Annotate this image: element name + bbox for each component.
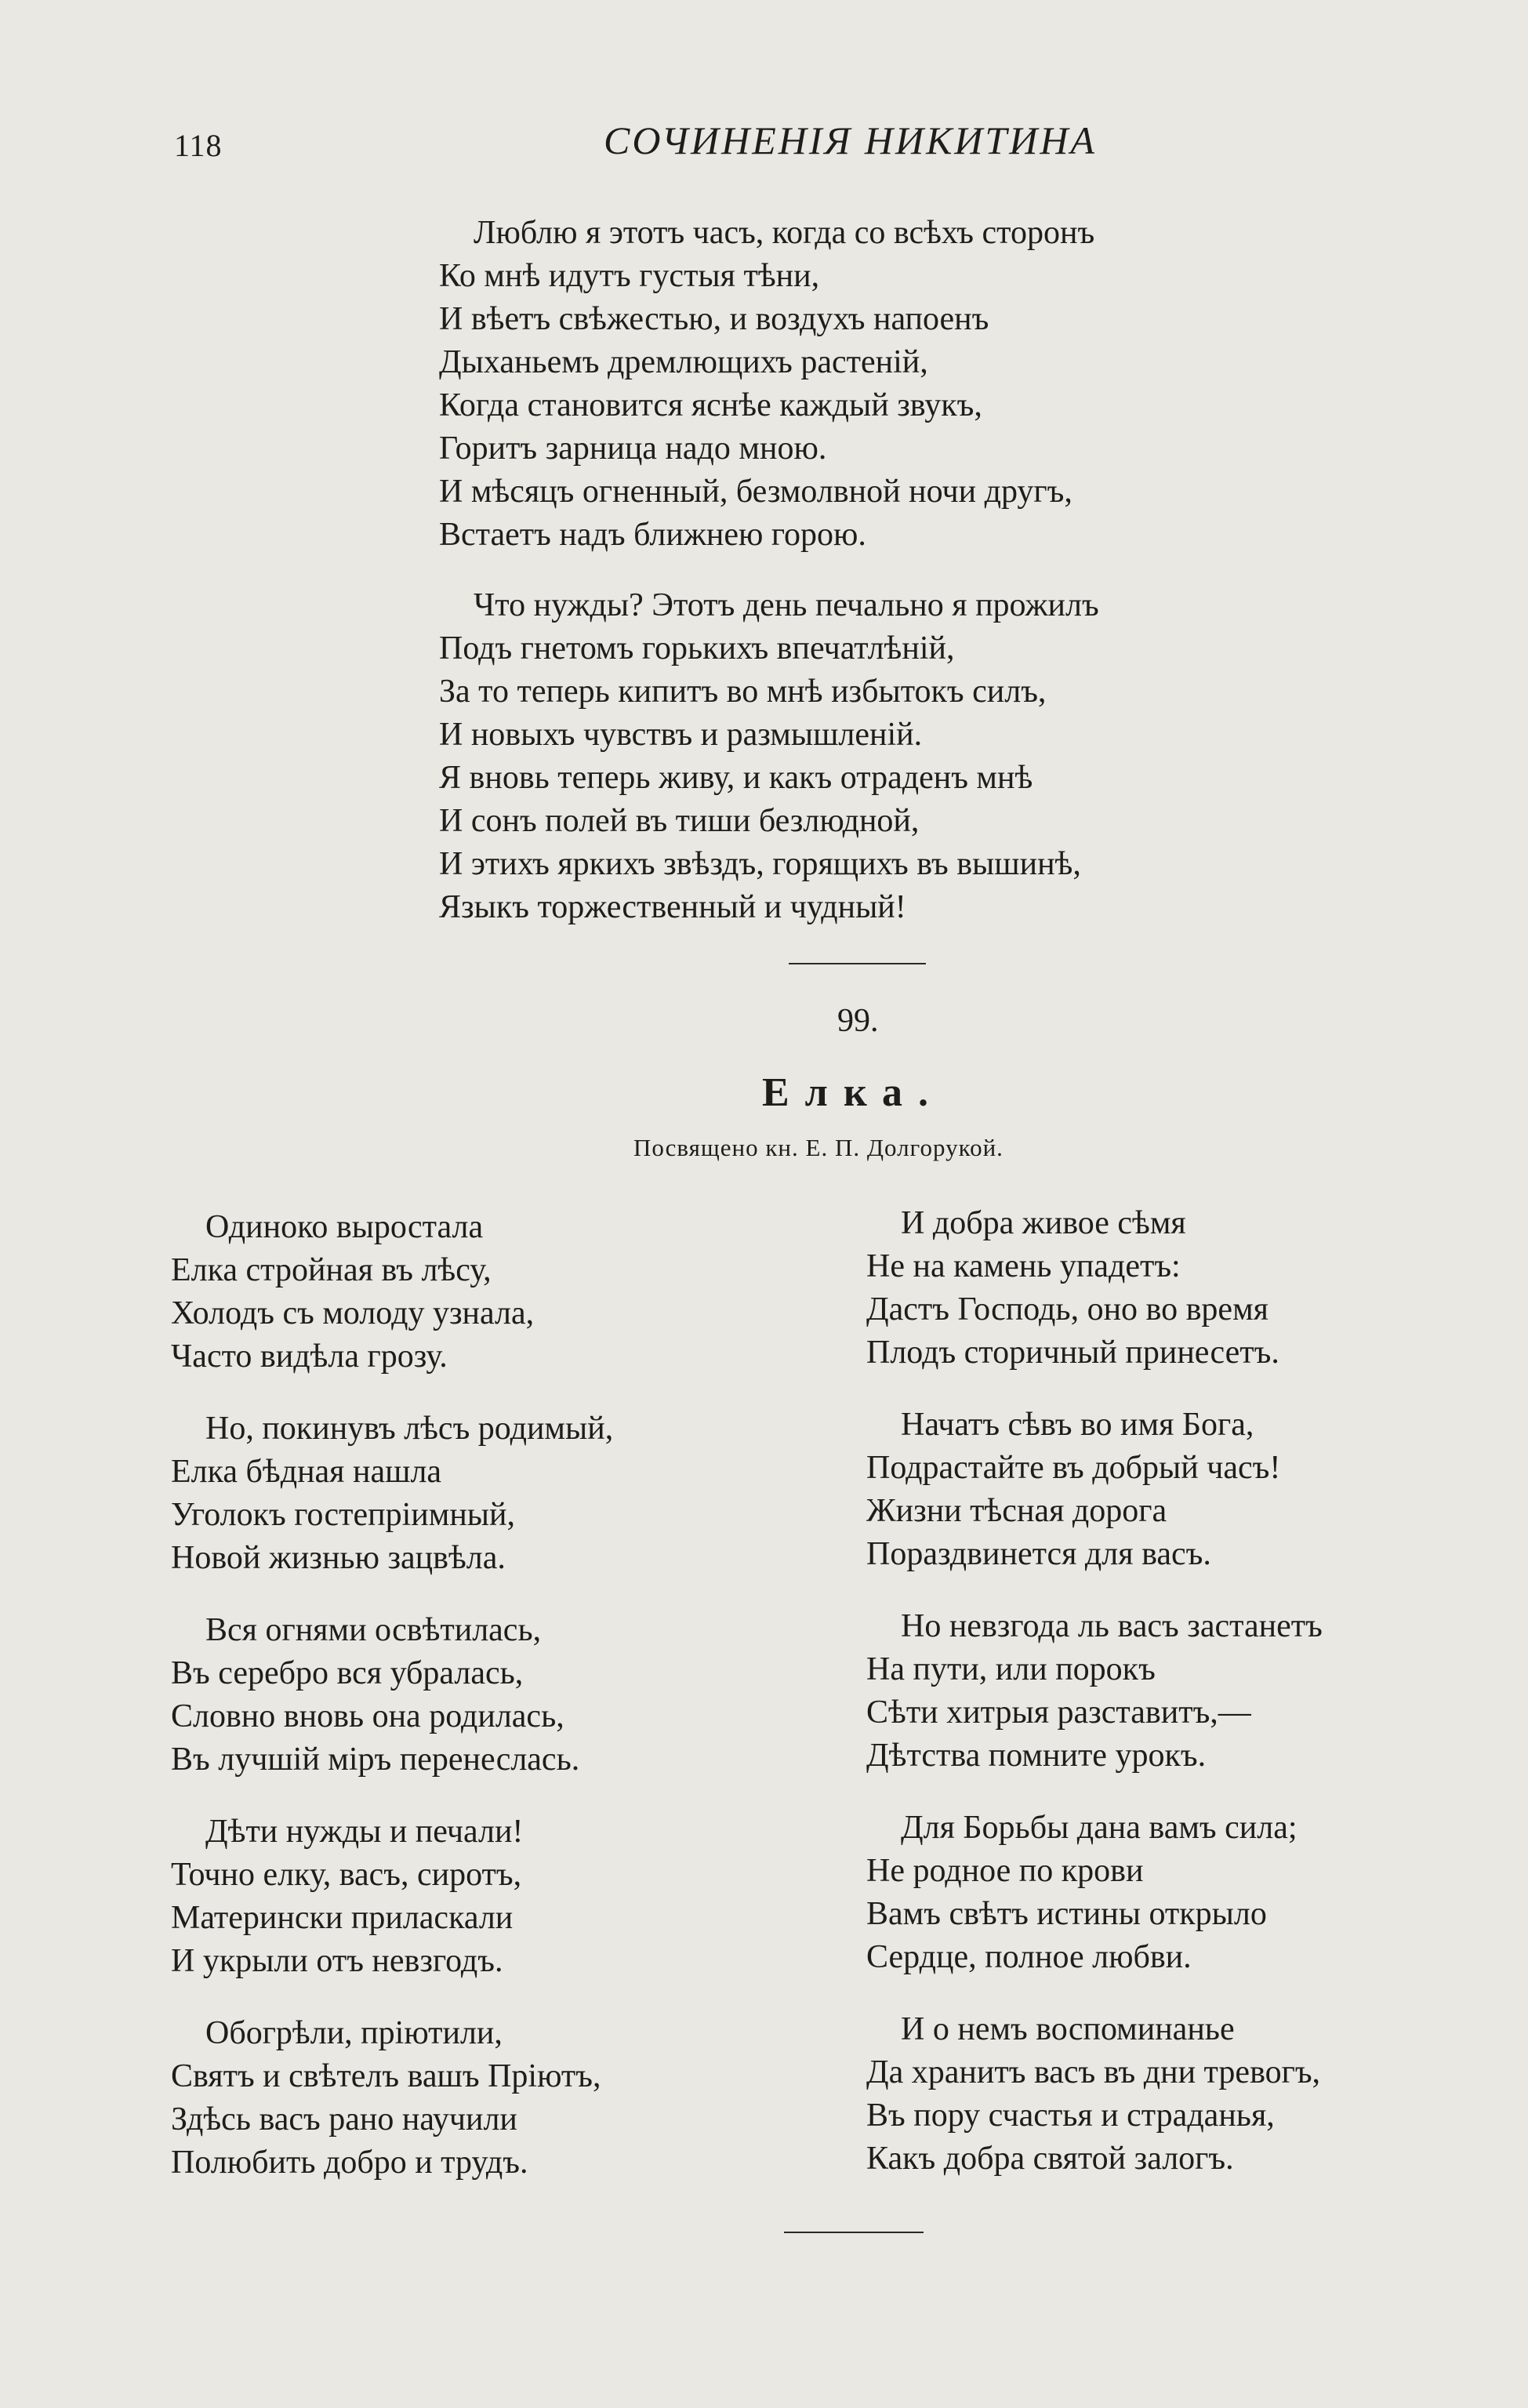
right-stanza-1 [866,1202,1279,1375]
verse-line: Ко мнѣ идутъ густыя тѣни, [439,258,820,294]
verse-line: Сѣти хитрыя разставитъ,— [866,1694,1251,1731]
verse-line: Жизни тѣсная дорога [866,1493,1167,1529]
verse-line: Люблю я этотъ часъ, когда со всѣхъ сторонъ [474,215,1095,251]
page-number: 118 [174,128,223,163]
verse-line: Вся огнями освѣтилась, [205,1612,542,1648]
verse-line: Дѣти нужды и печали! [205,1814,524,1850]
verse-line: Святъ и свѣтелъ вашъ Пріютъ, [171,2058,601,2094]
verse-line: И вѣетъ свѣжестью, и воздухъ напоенъ [439,301,989,337]
verse-line: Какъ добра святой залогъ. [866,2141,1234,2177]
verse-line: На пути, или порокъ [866,1651,1156,1687]
right-stanza-4 [866,1807,1298,1979]
verse-line: Встаетъ надъ ближнею горою. [439,517,866,553]
verse-line: Не на камень упадетъ: [866,1248,1181,1284]
verse-line: И этихъ яркихъ звѣздъ, горящихъ въ вышинѣ, [439,846,1081,882]
verse-line: Подъ гнетомъ горькихъ впечатлѣній, [439,630,955,666]
verse-line: Я вновь теперь живу, и какъ отраденъ мнѣ [439,760,1033,796]
poem-title: Елка. [762,1070,945,1115]
end-divider [784,2232,924,2233]
verse-line: Дыханьемъ дремлющихъ растеній, [439,344,928,380]
verse-line: Вамъ свѣтъ истины открыло [866,1896,1267,1932]
verse-line: И о немъ воспоминанье [901,2011,1235,2047]
right-stanza-3 [866,1605,1323,1778]
verse-line: Одиноко выростала [205,1209,484,1245]
verse-line: Въ серебро вся убралась, [171,1655,524,1691]
verse-line: Точно елку, васъ, сиротъ, [171,1857,522,1893]
verse-line: Для Борьбы дана вамъ сила; [901,1810,1298,1846]
verse-line: Новой жизнью зацвѣла. [171,1540,506,1576]
verse-line: Но, покинувъ лѣсъ родимый, [205,1411,614,1447]
left-stanza-5 [171,2012,601,2185]
prev-poem-stanza-2 [439,584,1099,929]
verse-line: Холодъ съ молоду узнала, [171,1295,535,1331]
section-divider [789,963,926,964]
right-stanza-2 [866,1404,1280,1576]
left-stanza-3 [171,1609,579,1781]
right-stanza-5 [866,2008,1320,2181]
verse-line: И добра живое сѣмя [901,1205,1186,1241]
verse-line: Что нужды? Этотъ день печально я прожилъ [474,587,1099,623]
verse-line: Елка бѣдная нашла [171,1454,442,1490]
verse-line: Въ пору счастья и страданья, [866,2097,1275,2134]
verse-line: За то теперь кипитъ во мнѣ избытокъ силъ, [439,674,1047,710]
verse-line: Начатъ сѣвъ во имя Бога, [901,1407,1254,1443]
verse-line: Плодъ сторичный принесетъ. [866,1335,1279,1371]
verse-line: Пораздвинется для васъ. [866,1536,1211,1572]
verse-line: Матерински приласкали [171,1900,514,1936]
poem-number: 99. [837,1003,879,1039]
verse-line: Подрастайте въ добрый часъ! [866,1450,1281,1486]
verse-line: Дѣтства помните урокъ. [866,1738,1207,1774]
verse-line: Елка стройная въ лѣсу, [171,1252,492,1288]
verse-line: Въ лучшій міръ перенеслась. [171,1742,580,1778]
poem-dedication: Посвящено кн. Е. П. Долгорукой. [633,1134,1004,1161]
verse-line: Здѣсь васъ рано научили [171,2101,517,2137]
verse-line: И сонъ полей въ тиши безлюдной, [439,803,920,839]
verse-line: Языкъ торжественный и чудный! [439,889,906,925]
verse-line: Полюбить добро и трудъ. [171,2145,528,2181]
verse-line: И укрыли отъ невзгодъ. [171,1943,503,1979]
verse-line: Да хранитъ васъ въ дни тревогъ, [866,2054,1321,2090]
verse-line: И мѣсяцъ огненный, безмолвной ночи другъ, [439,474,1073,510]
verse-line: Уголокъ гостепріимный, [171,1497,515,1533]
verse-line: Но невзгода ль васъ застанетъ [901,1608,1323,1644]
verse-line: Когда становится яснѣе каждый звукъ, [439,387,982,423]
left-stanza-1 [171,1206,534,1378]
left-stanza-2 [171,1407,613,1580]
left-stanza-4 [171,1811,523,1983]
verse-line: Часто видѣла грозу. [171,1338,448,1375]
verse-line: Горитъ зарница надо мною. [439,430,827,467]
running-head: СОЧИНЕНІЯ НИКИТИНА [604,118,1097,162]
verse-line: Обогрѣли, пріютили, [205,2015,503,2051]
verse-line: И новыхъ чувствъ и размышленій. [439,717,923,753]
verse-line: Сердце, полное любви. [866,1939,1192,1975]
verse-line: Словно вновь она родилась, [171,1698,564,1734]
verse-line: Не родное по крови [866,1853,1144,1889]
prev-poem-stanza-1 [439,212,1094,557]
verse-line: Дастъ Господь, оно во время [866,1291,1268,1327]
